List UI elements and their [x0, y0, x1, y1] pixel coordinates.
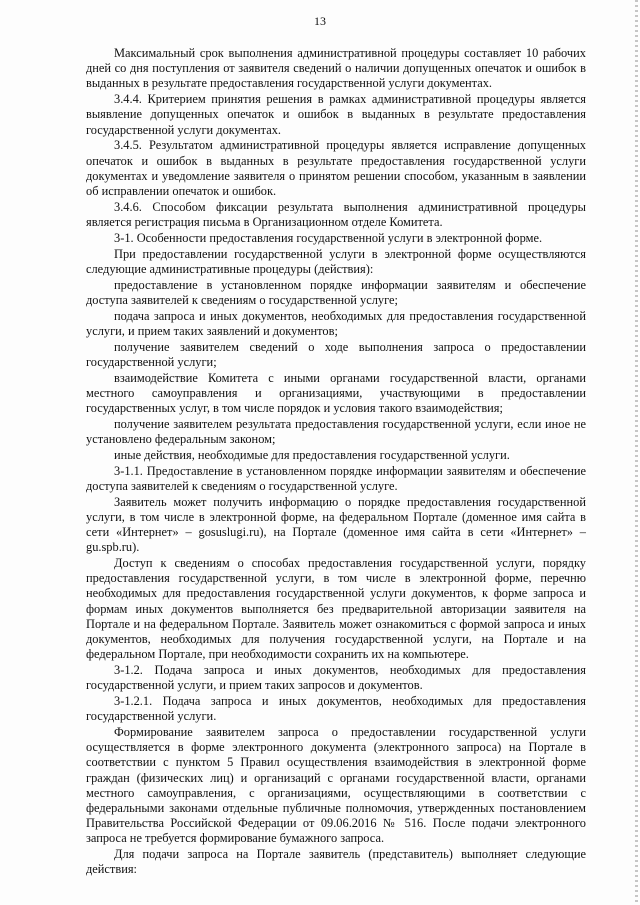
paragraph: Формирование заявителем запроса о предоставлении государственной услуги осуществляется в форме электронного документа (электронного запроса) на Портале в соответствии с пунктом 5 Правил осуществления взаимодействия в электронной форме граждан (физических лиц) и организаций с органами государственной власти, органами местного самоуправления, с организациями, осуществляющими в соответствии с федеральными законами отдельные публичные полномочия, утвержденных постановлением Правительства Российской Федерации от 09.06.2016 № 516. После подачи электронного запроса не требуется формирование бумажного запроса. — [86, 725, 586, 846]
section-heading: 3-1.2. Подача запроса и иных документов, необходимых для предоставления государственной услуги, и прием таких запросов и документов. — [86, 663, 586, 693]
section-heading: 3-1.1. Предоставление в установленном порядке информации заявителям и обеспечение доступа заявителей к сведениям о государственной услуге. — [86, 463, 586, 493]
list-item: предоставление в установленном порядке информации заявителям и обеспечение доступа заявителей к сведениям о государственной услуге; — [86, 277, 586, 307]
list-item: взаимодействие Комитета с иными органами государственной власти, органами местного самоуправления и организациями, участвующими в предоставлении государственных услуг, в том числе порядок и условия такого взаимодействия; — [86, 370, 586, 416]
list-item: подача запроса и иных документов, необходимых для предоставления государственной услуги, и прием таких заявлений и документов; — [86, 308, 586, 338]
paragraph: Максимальный срок выполнения административной процедуры составляет 10 рабочих дней со дня поступления от заявителя сведений о наличии допущенных опечаток и ошибок в выданных в результате предоставления государственной услуги документах. — [86, 46, 586, 91]
list-item: иные действия, необходимые для предоставления государственной услуги. — [114, 447, 510, 462]
paragraph: 3.4.5. Результатом административной процедуры является исправление допущенных опечаток и ошибок в выданных в результате предоставления государственной услуги документах и уведомление заявителя о принятом решении способом, указанным в заявлении об исправлении опечаток и ошибок. — [86, 138, 586, 199]
scan-edge-mark — [635, 0, 638, 905]
section-heading: 3-1. Особенности предоставления государственной услуги в электронной форме. — [114, 230, 543, 245]
paragraph: Доступ к сведениям о способах предоставления государственной услуги, порядку предоставления государственной услуги, в том числе в электронной форме, перечню необходимых для предоставления государственной услуги документов, к форме запроса и формам иных документов выполняется без предварительной авторизации заявителя на Портале и на федеральном Портале. Заявитель может ознакомиться с формой запроса и иных документов, необходимых для получения государственной услуги, на Портале и на федеральном Портале, при необходимости сохранить их на компьютере. — [86, 556, 586, 662]
list-item: получение заявителем сведений о ходе выполнения запроса о предоставлении государственной услуги; — [86, 339, 586, 369]
paragraph: Для подачи запроса на Портале заявитель (представитель) выполняет следующие действия: — [86, 847, 586, 877]
document-body — [86, 46, 586, 878]
section-heading: 3-1.2.1. Подача запроса и иных документов, необходимых для предоставления государственной услуги. — [86, 694, 586, 724]
list-item: получение заявителем результата предоставления государственной услуги, если иное не установлено федеральным законом; — [86, 416, 586, 447]
paragraph: При предоставлении государственной услуги в электронной форме осуществляются следующие административные процедуры (действия): — [86, 246, 586, 276]
paragraph: 3.4.6. Способом фиксации результата выполнения административной процедуры является регистрация письма в Организационном отделе Комитета. — [86, 199, 586, 230]
paragraph: Заявитель может получить информацию о порядке предоставления государственной услуги, в том числе в электронной форме, на федеральном Портале (доменное имя сайта в сети «Интернет» – gosuslugi.ru), на Портале (доменное имя сайта в сети «Интернет» – gu.spb.ru). — [86, 494, 586, 555]
paragraph: 3.4.4. Критерием принятия решения в рамках административной процедуры является выявление допущенных опечаток и ошибок в выданных в результате предоставления государственной услуги документах. — [86, 92, 586, 137]
page-number: 13 — [314, 14, 326, 28]
